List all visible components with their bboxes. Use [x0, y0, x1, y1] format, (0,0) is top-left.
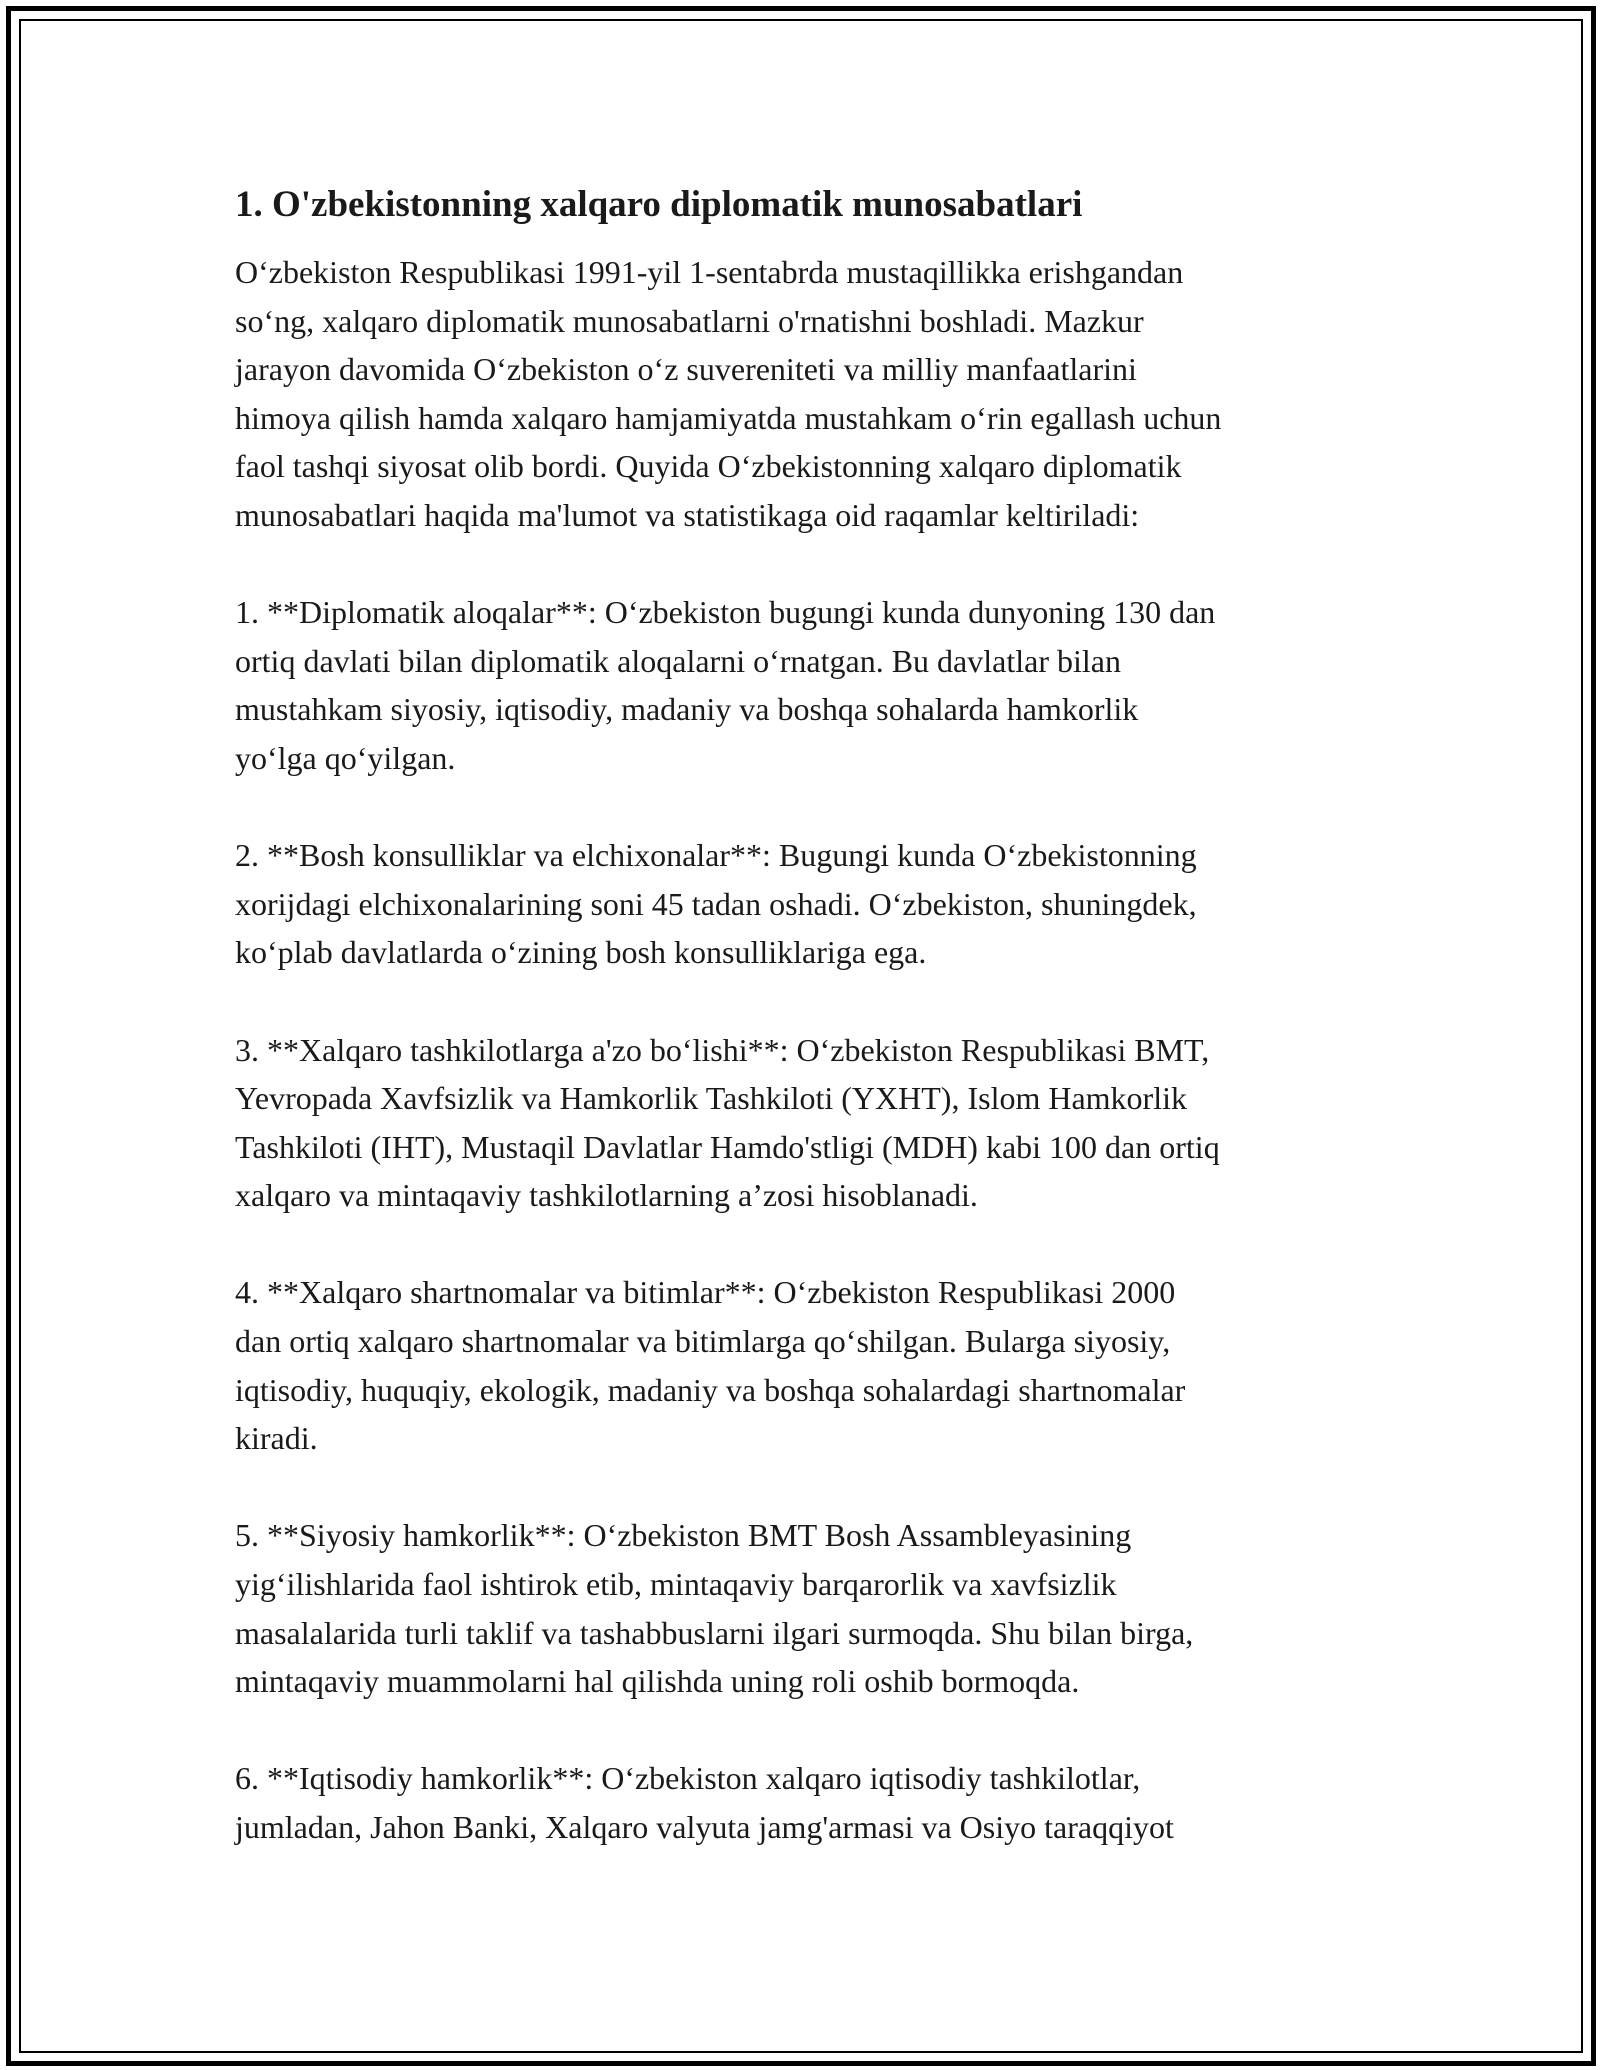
text-line: xalqaro va mintaqaviy tashkilotlarning a’zosi hisoblanadi.	[235, 1177, 978, 1214]
intro-paragraph	[235, 248, 1385, 540]
paragraph-international-organizations	[235, 1026, 1385, 1220]
text-line: 1. **Diplomatik aloqalar**: O‘zbekiston bugungi kunda dunyoning 130 dan	[235, 594, 1216, 631]
text-line: faol tashqi siyosat olib bordi. Quyida O‘zbekistonning xalqaro diplomatik	[235, 448, 1182, 485]
paragraph-diplomatic-relations	[235, 588, 1385, 782]
text-line: 3. **Xalqaro tashkilotlarga a'zo bo‘lishi**: O‘zbekiston Respublikasi BMT,	[235, 1031, 1210, 1068]
text-line: yo‘lga qo‘yilgan.	[235, 739, 456, 776]
text-line: ko‘plab davlatlarda o‘zining bosh konsulliklariga ega.	[235, 934, 927, 971]
text-line: dan ortiq xalqaro shartnomalar va bitimlarga qo‘shilgan. Bularga siyosiy,	[235, 1323, 1171, 1360]
text-line: ortiq davlati bilan diplomatik aloqalarni o‘rnatgan. Bu davlatlar bilan	[235, 642, 1121, 679]
text-line: 5. **Siyosiy hamkorlik**: O‘zbekiston BMT Bosh Assambleyasining	[235, 1517, 1132, 1554]
text-line: 2. **Bosh konsulliklar va elchixonalar**: Bugungi kunda O‘zbekistonning	[235, 837, 1197, 874]
text-line: Tashkiloti (IHT), Mustaqil Davlatlar Hamdo'stligi (MDH) kabi 100 dan ortiq	[235, 1128, 1220, 1165]
paragraph-treaties-agreements	[235, 1268, 1385, 1462]
paragraph-economic-cooperation	[235, 1754, 1385, 1851]
text-line: Yevropada Xavfsizlik va Hamkorlik Tashkiloti (YXHT), Islom Hamkorlik	[235, 1080, 1187, 1117]
text-line: yig‘ilishlarida faol ishtirok etib, mintaqaviy barqarorlik va xavfsizlik	[235, 1566, 1117, 1603]
text-line: jarayon davomida O‘zbekiston o‘z suvereniteti va milliy manfaatlarini	[235, 351, 1137, 388]
paragraph-political-cooperation	[235, 1511, 1385, 1705]
document-title: 1. O'zbekistonning xalqaro diplomatik munosabatlari	[235, 184, 1083, 225]
text-line: himoya qilish hamda xalqaro hamjamiyatda mustahkam o‘rin egallash uchun	[235, 399, 1222, 436]
text-line: 4. **Xalqaro shartnomalar va bitimlar**: O‘zbekiston Respublikasi 2000	[235, 1274, 1176, 1311]
text-line: masalalarida turli taklif va tashabbuslarni ilgari surmoqda. Shu bilan birga,	[235, 1614, 1194, 1651]
text-line: mustahkam siyosiy, iqtisodiy, madaniy va boshqa sohalarda hamkorlik	[235, 691, 1139, 728]
text-line: so‘ng, xalqaro diplomatik munosabatlarni o'rnatishni boshladi. Mazkur	[235, 302, 1144, 339]
text-line: O‘zbekiston Respublikasi 1991-yil 1-sentabrda mustaqillikka erishgandan	[235, 254, 1184, 290]
document-body	[235, 182, 1385, 1900]
text-line: kiradi.	[235, 1420, 318, 1457]
text-line: jumladan, Jahon Banki, Xalqaro valyuta jamg'armasi va Osiyo taraqqiyot	[235, 1809, 1174, 1845]
text-line: mintaqaviy muammolarni hal qilishda uning roli oshib bormoqda.	[235, 1663, 1080, 1700]
text-line: iqtisodiy, huquqiy, ekologik, madaniy va boshqa sohalardagi shartnomalar	[235, 1371, 1186, 1408]
text-line: 6. **Iqtisodiy hamkorlik**: O‘zbekiston xalqaro iqtisodiy tashkilotlar,	[235, 1760, 1141, 1797]
text-line: munosabatlari haqida ma'lumot va statistikaga oid raqamlar keltiriladi:	[235, 496, 1140, 533]
paragraph-consulates-embassies	[235, 831, 1385, 977]
text-line: xorijdagi elchixonalarining soni 45 tadan oshadi. O‘zbekiston, shuningdek,	[235, 885, 1197, 922]
